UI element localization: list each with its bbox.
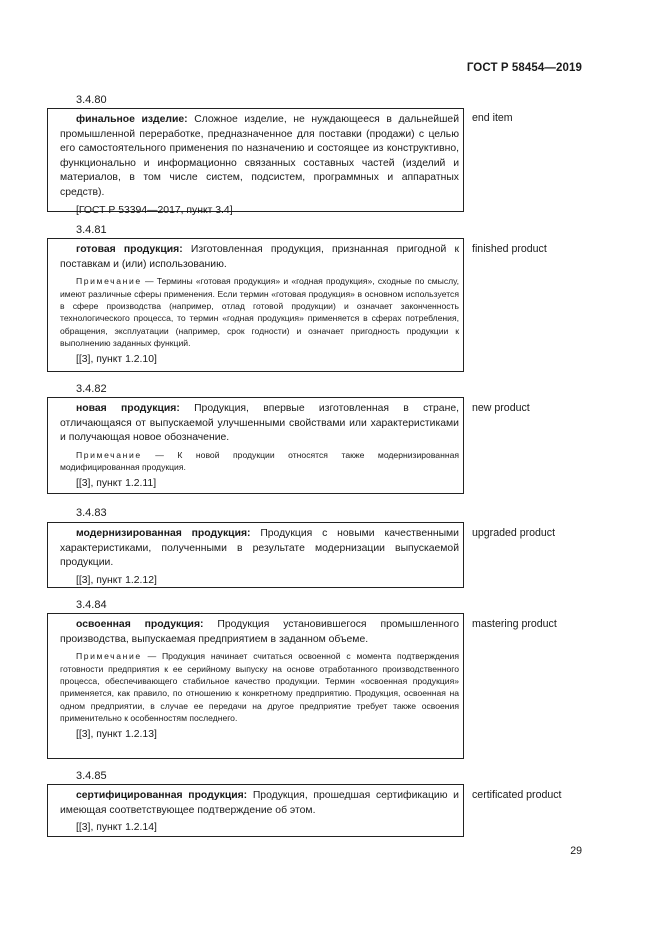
note-text: — Продукция начинает считаться освоенной с момента подтверждения готовности предприятия к ее серийному выпуску на основе отработанного производственного процесса, обеспечивающего стабильное качество продукции. Термин «освоенная продукция» применяется, как правило, по отношению к конкретному предприятию. Продукция, освоенная на одном предприятии, в случае ее передачи на другое предприятие требует также освоения применительно к особенностям последнего. (60, 651, 459, 724)
english-equivalent: certificated product (472, 789, 562, 801)
term: финальное изделие: (76, 114, 188, 125)
source-reference: [[3], пункт 1.2.10] (76, 353, 157, 365)
definition (60, 527, 459, 571)
term: готовая продукция: (76, 244, 183, 255)
term-box (47, 522, 464, 588)
entry-number: 3.4.81 (76, 224, 107, 236)
definition (60, 789, 459, 818)
definition (60, 402, 459, 446)
term: сертифицированная продукция: (76, 790, 248, 801)
definition-text: Продукция, впервые изготовленная в стране, отличающаяся от выпускаемой улучшенными свойствами или характеристиками и получающая новое обозначение. (60, 403, 459, 444)
entry-number: 3.4.82 (76, 383, 107, 395)
term-box (47, 238, 464, 372)
note-label: Примечание (76, 651, 142, 662)
definition-text: Продукция установившегося промышленного производства, выпускаемая предприятием в заданном объеме. (60, 619, 460, 645)
note-label: Примечание (76, 449, 142, 460)
english-equivalent: mastering product (472, 618, 557, 630)
note (60, 449, 459, 474)
definition (60, 243, 459, 272)
source-reference: [[3], пункт 1.2.12] (76, 574, 157, 586)
english-equivalent: upgraded product (472, 527, 556, 539)
page-number: 29 (570, 845, 582, 857)
note (60, 650, 459, 724)
definition (60, 618, 459, 647)
source-reference: [[3], пункт 1.2.13] (76, 728, 157, 740)
definition (60, 113, 459, 201)
term: модернизированная продукция: (76, 528, 251, 539)
english-equivalent: new product (472, 402, 530, 414)
term: освоенная продукция: (76, 619, 204, 630)
entry-number: 3.4.84 (76, 599, 107, 611)
source-reference: [[3], пункт 1.2.11] (76, 477, 157, 489)
term-box (47, 784, 464, 837)
definition-text: Продукция с новыми качественными характеристиками, полученными в результате модернизации выпускаемой продукции. (60, 528, 459, 569)
source-reference: [[3], пункт 1.2.14] (76, 822, 157, 834)
note-text: — Термины «готовая продукция» и «годная продукция», сходные по смыслу, имеют различные сферы применения. Если термин «готовая продукция» в основном используется в сфере производства (например, отлад готовой продукции) и означает законченность технологического процесса, то термин «годная продукция» применяется в сферах потребления, обращения, эксплуатации (например, срок годности) и означает пригодность продукции к выполнению заданных функций. (60, 276, 459, 349)
entry-number: 3.4.83 (76, 507, 107, 519)
entry-number: 3.4.80 (76, 94, 107, 106)
term-box (47, 108, 464, 216)
note (60, 275, 459, 349)
note-text: — К новой продукции относятся также модернизированная модифицированная продукция. (60, 449, 459, 473)
entry-number: 3.4.85 (76, 770, 107, 782)
definition-text: Продукция, прошедшая сертификацию и имеющая соответствующее подтверждение об этом. (60, 790, 459, 816)
term-box (47, 397, 464, 494)
document-header: ГОСТ Р 58454—2019 (466, 62, 582, 74)
definition-text: Сложное изделие, не нуждающееся в дальнейшей промышленной переработке, предназначенное для поставки (продажи) с целью его самостоятельного применения по назначению и состоящее из конструктивно, функционально и информационно связанных составных частей (изделий и материалов, в том числе систем, подсистем, программных и аппаратных средств). (60, 114, 459, 198)
source-reference: [ГОСТ Р 53394—2017, пункт 3.4] (76, 204, 233, 216)
english-equivalent: finished product (472, 243, 547, 255)
english-equivalent: end item (472, 112, 513, 124)
term-box (47, 613, 464, 759)
term: новая продукция: (76, 403, 180, 414)
note-label: Примечание (76, 276, 142, 287)
definition-text: Изготовленная продукция, признанная пригодной к поставкам и (или) использованию. (60, 244, 460, 270)
